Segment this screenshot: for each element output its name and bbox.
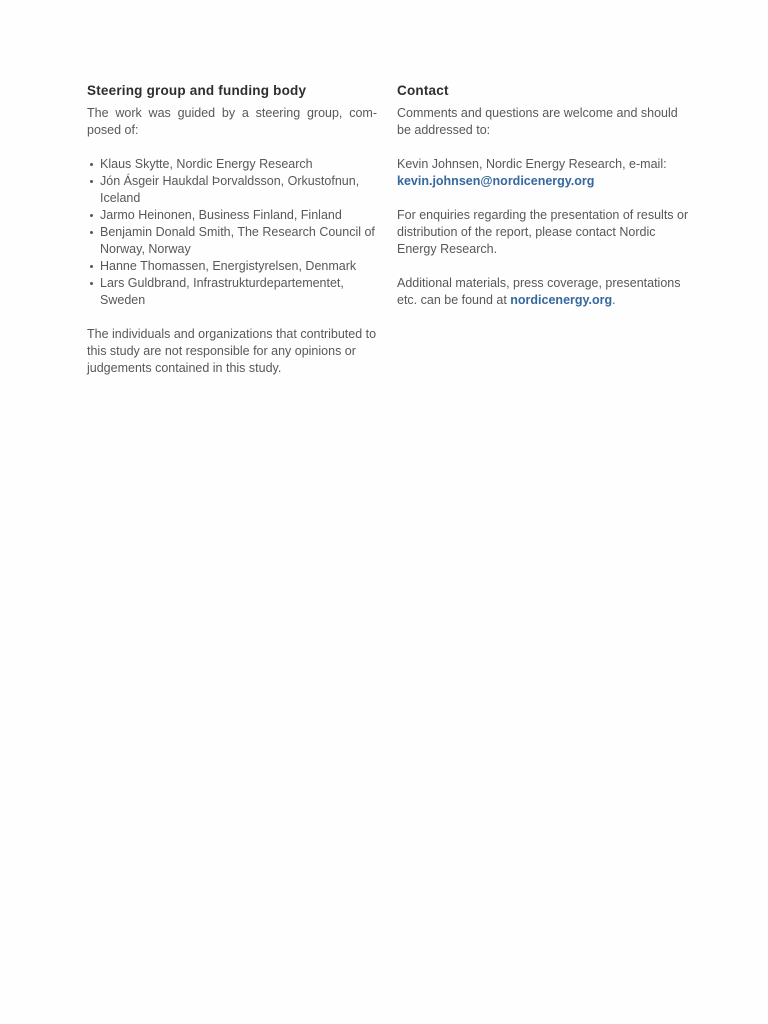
disclaimer-paragraph: The individuals and organizations that contributed to this study are not responsible for any opinions or judgements contained in this study. (87, 327, 377, 375)
materials-period: . (612, 293, 616, 307)
list-item: Klaus Skytte, Nordic Energy Research (87, 156, 377, 173)
list-item: Jarmo Heinonen, Business Finland, Finland (87, 207, 377, 224)
page-content (0, 0, 768, 394)
list-item: Jón Ásgeir Haukdal Þorvaldsson, Orkustofnun, Iceland (87, 173, 377, 207)
list-item: Benjamin Donald Smith, The Research Council of Norway, Norway (87, 224, 377, 258)
left-column (87, 82, 377, 394)
contact-heading: Contact (397, 83, 449, 98)
steering-group-list (87, 156, 377, 309)
steering-group-heading: Steering group and funding body (87, 83, 307, 98)
list-item: Hanne Thomassen, Energistyrelsen, Denmark (87, 258, 377, 275)
enquiries-paragraph: For enquiries regarding the presentation of results or distribution of the report, please contact Nordic Energy Research. (397, 208, 689, 256)
list-item: Lars Guldbrand, Infrastrukturdepartementet, Sweden (87, 275, 377, 309)
steering-group-intro: The work was guided by a steering group, composed of: (87, 106, 377, 137)
email-link-part2: johnsen@nordicenergy.org (432, 174, 595, 188)
contact-person-paragraph (397, 156, 693, 190)
website-link[interactable]: nordicenergy.org (510, 293, 613, 307)
materials-text: Additional materials, press coverage, presentations etc. can be found at (397, 276, 681, 307)
materials-paragraph (397, 275, 693, 309)
contact-person-text: Kevin Johnsen, Nordic Energy Research, e-mail: (397, 157, 667, 171)
contact-intro: Comments and questions are welcome and should be addressed to: (397, 106, 678, 137)
right-column (397, 82, 693, 394)
email-link[interactable] (397, 174, 594, 188)
email-link-part1: kevin. (397, 174, 433, 188)
